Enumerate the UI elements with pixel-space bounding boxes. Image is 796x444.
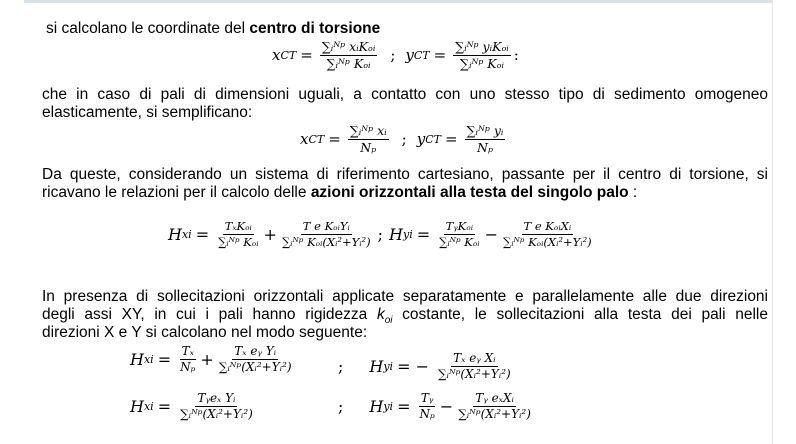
eq4-hxi-sub: xi [143, 353, 154, 367]
equation-hxi-1: H xi = $\frac{\text{Tₓ}}{\text{Nₚ}}$ + $\frac{\text{Tₓ eᵧ Yᵢ}}{\text{∑ᵢᴺᵖ(Xᵢ²+Yᵢ²)}}$ [130, 344, 292, 375]
right-margin-line [772, 0, 773, 444]
eq3-f1-num: TₓKₒᵢ [224, 219, 252, 233]
eq5-f2 [417, 392, 436, 421]
azioni-orizzontali-bold: azioni orizzontali alla testa del singolo palo [310, 184, 629, 201]
eq3-f4-num: T e KₒᵢXᵢ [523, 219, 572, 233]
eq4-hyi: H [369, 357, 384, 377]
eq4-hyi-sub: yi [383, 360, 394, 374]
eq4-f3-den: ∑ᵢᴺᵖ(Xᵢ²+Yᵢ²) [437, 367, 511, 382]
eq1-xct: x [272, 46, 281, 65]
eq3-f3-num: TᵧKₒᵢ [445, 219, 474, 233]
equation-hxi-2: H xi = $\frac{\text{Tᵧeₓ Yᵢ}}{\text{∑ᵢᴺᵖ(Xᵢ²+Yᵢ²)}}$ [130, 391, 253, 422]
paragraph-pali-uguali-line1: che in caso di pali di dimensioni uguali, a contatto con uno stesso tipo di sedimento omogeneo [42, 86, 768, 103]
eq1-den-x: ∑ᵢᴺᵖ Kₒᵢ [326, 55, 371, 71]
eq3-f3 [437, 220, 481, 248]
eq2-fraction-y [465, 124, 506, 155]
equation-simplified: x CT = $\frac{\text{∑ᵢᴺᵖ xᵢ}}{\text{Nₚ}}$ ; y CT = $\frac{\text{∑ᵢᴺᵖ yᵢ}}{\text{Nₚ}}$ [300, 123, 504, 155]
eq2-den-x: Nₚ [360, 139, 377, 155]
paragraph-riferimento-line1: Da queste, considerando un sistema di riferimento cartesiano, passante per il centro di torsione, si [42, 166, 768, 183]
eq3-separator: ; [377, 224, 384, 244]
eq5-f1-den: ∑ᵢᴺᵖ(Xᵢ²+Yᵢ²) [180, 407, 253, 422]
eq5-hyi-sub: yi [383, 400, 394, 414]
equation-hyi-2: ; H yi = $\frac{\text{Tᵧ}}{\text{Nₚ}}$ − $\frac{\text{Tᵧ eₓXᵢ}}{\text{∑ᵢᴺᵖ(Xᵢ²+Yᵢ²)}}$ [338, 391, 531, 422]
eq1-yct: y [405, 46, 414, 65]
eq3-hxi-sub: xi [181, 227, 192, 241]
eq1-xct-sub: CT [280, 48, 297, 62]
eq5-separator: ; [338, 397, 344, 417]
eq3-f1 [216, 220, 260, 248]
eq4-f3 [436, 352, 513, 381]
eq4-f2-num: Tₓ eᵧ Yᵢ [232, 345, 278, 360]
paragraph-riferimento-line2 [42, 184, 637, 202]
eq4-f1-num: Tₓ [180, 345, 196, 360]
eq1-end: : [513, 46, 519, 65]
eq4-f1 [178, 345, 197, 374]
top-divider [24, 0, 772, 3]
eq1-num-y: ∑ᵢᴺᵖ yᵢKₒᵢ [455, 39, 509, 54]
eq3-f4-den: ∑ᵢᴺᵖ Kₒᵢ(Xᵢ²+Yᵢ²) [502, 234, 592, 249]
equation-hyi-1: ; H yi = − $\frac{\text{Tₓ eᵧ Xᵢ}}{\text{∑ᵢᴺᵖ(Xᵢ²+Yᵢ²)}}$ [338, 351, 511, 382]
eq2-num-x: ∑ᵢᴺᵖ xᵢ [349, 123, 387, 138]
eq2-den-y: Nₚ [477, 139, 493, 155]
eq5-hxi: H [130, 397, 144, 417]
eq3-f4 [501, 220, 594, 248]
eq5-f1-num: Tᵧeₓ Yᵢ [195, 392, 237, 407]
eq3-f2-den: ∑ᵢᴺᵖ Kₒᵢ(Xᵢ²+Yᵢ²) [281, 234, 371, 249]
riferimento-end: : [628, 184, 638, 201]
intro-line [46, 20, 380, 38]
eq3-f2-num: T e KₒᵢYᵢ [302, 219, 350, 233]
koi-symbol: k [376, 306, 385, 323]
eq4-hxi: H [130, 350, 144, 370]
eq2-xct-sub: CT [308, 132, 325, 146]
sollecitazioni-text: degli assi XY, in cui i pali hanno rigidezza [42, 306, 377, 323]
eq5-hxi-sub: xi [143, 400, 154, 414]
eq5-hyi: H [369, 397, 384, 417]
eq1-fraction-y [453, 40, 511, 71]
equation-azioni-orizzontali: H xi = $\frac{\text{TₓKₒᵢ}}{\text{∑ᵢᴺᵖ Kₒᵢ}}$ + $\frac{\text{T e KₒᵢYᵢ}}{\text{∑ᵢᴺᵖ Kₒᵢ(Xᵢ²+Yᵢ²)}}$ ; H yi = $\frac{\text{TᵧKₒᵢ}}{\text{∑ᵢᴺᵖ Kₒᵢ}}$ − $\frac{\text{T e KₒᵢXᵢ}}{\text{∑ᵢᴺᵖ Kₒᵢ(Xᵢ²+Yᵢ²)}}$ [168, 219, 592, 249]
eq3-f2 [280, 220, 373, 248]
eq5-f3-num: Tᵧ eₓXᵢ [473, 392, 516, 407]
paragraph-pali-uguali-line2: elasticamente, si semplificano: [42, 104, 253, 121]
eq1-num-x: ∑ᵢᴺᵖ xᵢKₒᵢ [321, 39, 376, 54]
eq5-f3 [456, 392, 533, 421]
paragraph-sollecitazioni-line3: direzioni X e Y si calcolano nel modo seguente: [42, 324, 368, 341]
eq2-separator: ; [401, 130, 407, 149]
eq2-num-y: ∑ᵢᴺᵖ yᵢ [466, 123, 504, 138]
eq3-hyi: H [389, 224, 403, 244]
intro-text: si calcolano le coordinate del [46, 20, 250, 37]
koi-subscript: oi [384, 315, 393, 327]
eq5-f2-num: Tᵧ [419, 392, 436, 407]
centro-torsione-bold: centro di torsione [249, 20, 381, 37]
eq3-f1-den: ∑ᵢᴺᵖ Kₒᵢ [218, 234, 259, 249]
eq3-hxi: H [168, 224, 182, 244]
eq5-f2-den: Nₚ [419, 407, 435, 422]
eq4-f3-num: Tₓ eᵧ Xᵢ [451, 352, 497, 367]
eq4-f2 [217, 345, 294, 374]
eq1-den-y: ∑ᵢᴺᵖ Kₒᵢ [460, 55, 504, 71]
eq1-fraction-x [320, 40, 378, 71]
eq4-f1-den: Nₚ [180, 360, 196, 375]
eq3-hyi-sub: yi [402, 227, 413, 241]
eq4-f2-den: ∑ᵢᴺᵖ(Xᵢ²+Yᵢ²) [218, 360, 292, 375]
eq1-separator: ; [390, 46, 396, 65]
paragraph-sollecitazioni-line1: In presenza di sollecitazioni orizzontali applicate separatamente e parallelamente alle due direzioni [42, 288, 768, 305]
eq4-separator: ; [338, 357, 344, 377]
eq2-fraction-x [348, 124, 389, 155]
eq3-f3-den: ∑ᵢᴺᵖ Kₒᵢ [439, 234, 480, 249]
eq1-yct-sub: CT [413, 48, 430, 62]
eq5-f1 [178, 392, 255, 421]
eq2-yct-sub: CT [425, 132, 441, 146]
riferimento-text: ricavano le relazioni per il calcolo delle [42, 184, 311, 201]
sollecitazioni-rest: costante, le sollecitazioni alla testa dei pali nelle [392, 306, 768, 323]
equation-centro-torsione: x CT = $\frac{\text{∑ᵢᴺᵖ xᵢKₒᵢ}}{\text{∑ᵢᴺᵖ Kₒᵢ}}$ ; y CT = $\frac{\text{∑ᵢᴺᵖ yᵢKₒᵢ}}{\text{∑ᵢᴺᵖ Kₒᵢ}}$ : [272, 39, 519, 71]
eq5-f3-den: ∑ᵢᴺᵖ(Xᵢ²+Yᵢ²) [458, 407, 531, 422]
